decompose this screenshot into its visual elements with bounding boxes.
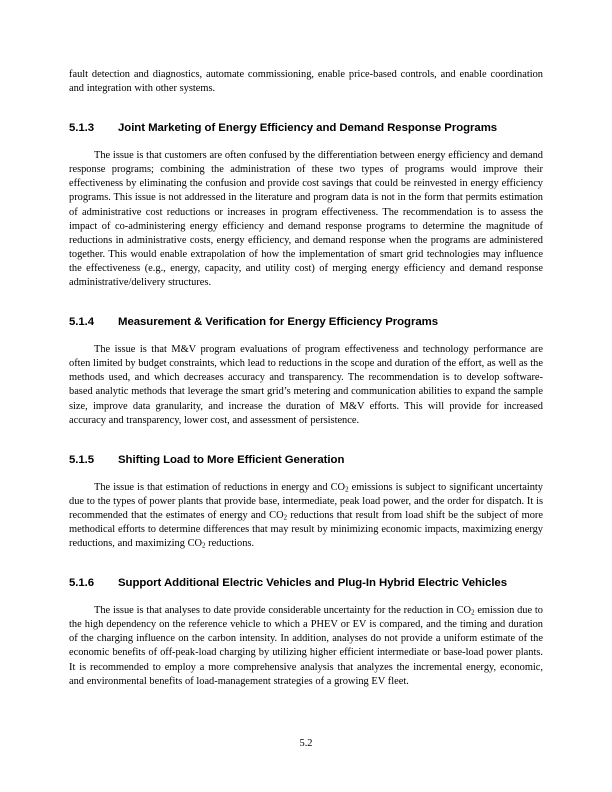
- intro-paragraph: fault detection and diagnostics, automate commissioning, enable price-based controls, and enable coordination and integration with other systems.: [69, 69, 543, 95]
- page-content: [69, 68, 543, 689]
- section-title: Shifting Load to More Efficient Generation: [118, 453, 345, 466]
- section-heading-5-1-6: [69, 576, 543, 590]
- section-number: 5.1.5: [69, 453, 95, 466]
- section-paragraph-5-1-3: The issue is that customers are often confused by the differentiation between energy efficiency and demand response programs; combining the administration of these two types of programs would improve their effectiveness by eliminating the confusion and provide cost savings that could be reinvested in energy efficiency programs. This issue is not addressed in the literature and program data is not in the form that permits estimation of administrative cost reductions or increases in program effectiveness. The recommendation is to assess the impact of co-administering energy efficiency and demand response programs to determine the magnitude of reductions in administrative costs, energy efficiency, and demand response when the programs are administered together. This would enable extrapolation of how the implementation of smart grid technologies may influence the effectiveness (e.g., energy, capacity, and utility cost) of merging energy efficiency and demand response administrative/delivery structures.: [69, 150, 543, 289]
- paragraph-text-run: emissions is subject to significant uncertainty due to the types of power plants that provide base, intermediate, peak load power, and the order for dispatch. It is recommended that the estimates of energy and CO: [69, 481, 544, 521]
- co2-subscript: 2: [283, 514, 288, 522]
- spacer: [69, 467, 543, 481]
- paragraph-text-run: reductions that result from load shift be the subject of more methodical efforts to determine differences that may result by minimizing economic impacts, maximizing energy reductions, and maximizing CO: [69, 509, 543, 550]
- section-title: Measurement & Verification for Energy Efficiency Programs: [118, 316, 438, 329]
- section-number: 5.1.3: [69, 122, 95, 135]
- page-number: 5.2: [299, 738, 313, 749]
- spacer: [69, 590, 543, 604]
- spacer: [69, 290, 543, 315]
- co2-subscript: 2: [202, 542, 206, 550]
- section-paragraph-5-1-5: [69, 481, 543, 551]
- paragraph-text-run: The issue is that estimation of reductions in energy and CO: [94, 481, 346, 493]
- page-footer: [0, 737, 612, 750]
- spacer: [69, 428, 543, 453]
- section-heading-5-1-4: [69, 315, 543, 329]
- section-heading-5-1-5: [69, 453, 543, 467]
- co2-subscript: 2: [345, 486, 349, 494]
- section-paragraph-5-1-6: [69, 604, 543, 689]
- co2-subscript: 2: [471, 609, 475, 617]
- spacer: [69, 135, 543, 149]
- spacer: [69, 551, 543, 576]
- paragraph-text-run: reductions.: [205, 538, 255, 550]
- section-title: Support Additional Electric Vehicles and Plug-In Hybrid Electric Vehicles: [118, 577, 508, 590]
- section-number: 5.1.4: [69, 316, 95, 329]
- section-title: Joint Marketing of Energy Efficiency and Demand Response Programs: [118, 122, 498, 135]
- section-heading-5-1-3: [69, 121, 543, 135]
- section-number: 5.1.6: [69, 577, 95, 590]
- paragraph-text-run: The issue is that analyses to date provide considerable uncertainty for the reduction in CO: [94, 605, 472, 617]
- spacer: [69, 329, 543, 343]
- paragraph-text-run: emission due to the high dependency on the reference vehicle to which a PHEV or EV is compared, and the timing and duration of the charging influence on the carbon intensity. In addition, analyses do not provide a uniform estimate of the economic benefits of off-peak-load charging by utilizing higher efficient intermediate or base-load power plants. It is recommended to employ a more comprehensive analysis that analyzes the incremental energy, economic, and environmental benefits of load-management strategies of a growing EV fleet.: [69, 605, 543, 687]
- section-paragraph-5-1-4: The issue is that M&V program evaluations of program effectiveness and technology performance are often limited by budget constraints, which lead to reductions in the scope and duration of the effort, as well as the methods used, and which decreases accuracy and transparency. The recommendation is to develop software-based analytic methods that leverage the smart grid’s metering and communication abilities to expand the sample size, improve data granularity, and increase the duration of M&V efforts. This will provide for increased accuracy and transparency, lower cost, and assessment of persistence.: [69, 344, 543, 426]
- spacer: [69, 96, 543, 121]
